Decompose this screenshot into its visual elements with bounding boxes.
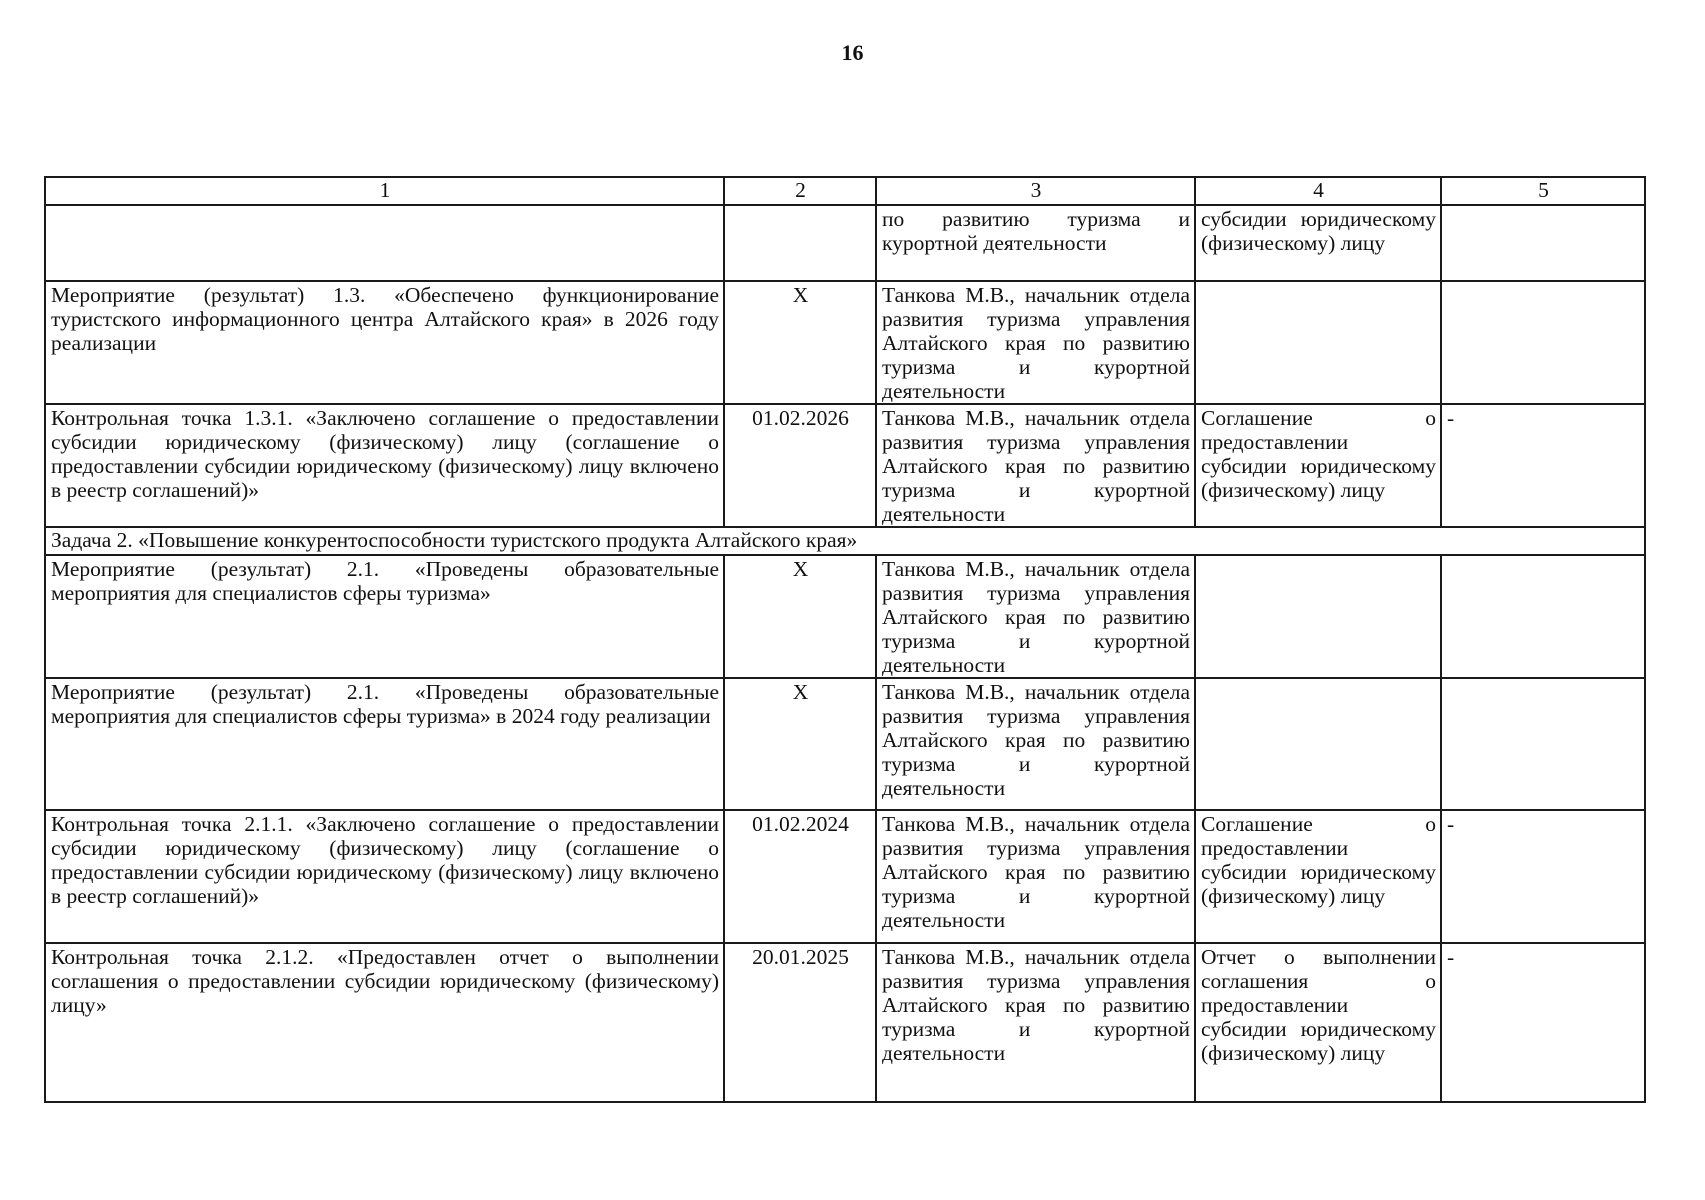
document-cell	[1195, 555, 1441, 678]
event-name-cell: Контрольная точка 1.3.1. «Заключено соглашение о предоставлении субсидии юридическому (физическому) лицу (соглашение о предоставлении субсидии юридическому (физическому) лицу включено в реестр соглашений)»	[45, 404, 724, 527]
document-cell: Соглашение о предоставлении субсидии юридическому (физическому) лицу	[1195, 810, 1441, 943]
responsible-cell: Танкова М.В., начальник отдела развития туризма управления Алтайского края по развитию туризма и курортной деятельности	[876, 555, 1195, 678]
event-name-cell: Контрольная точка 2.1.1. «Заключено соглашение о предоставлении субсидии юридическому (физическому) лицу (соглашение о предоставлении субсидии юридическому (физическому) лицу включено в реестр соглашений)»	[45, 810, 724, 943]
responsible-cell: Танкова М.В., начальник отдела развития туризма управления Алтайского края по развитию туризма и курортной деятельности	[876, 810, 1195, 943]
deadline-cell: 01.02.2026	[724, 404, 876, 527]
table-row	[45, 404, 1645, 527]
plan-table	[44, 176, 1646, 1103]
responsible-cell: Танкова М.В., начальник отдела развития туризма управления Алтайского края по развитию туризма и курортной деятельности	[876, 404, 1195, 527]
note-cell	[1441, 555, 1645, 678]
deadline-cell: 20.01.2025	[724, 943, 876, 1102]
deadline-cell: X	[724, 555, 876, 678]
deadline-cell: X	[724, 281, 876, 404]
task-heading-row	[45, 527, 1645, 555]
event-name-cell: Мероприятие (результат) 2.1. «Проведены образовательные мероприятия для специалистов сферы туризма» в 2024 году реализации	[45, 678, 724, 810]
table-row	[45, 205, 1645, 281]
table-row	[45, 281, 1645, 404]
document-cell	[1195, 281, 1441, 404]
table-row	[45, 678, 1645, 810]
event-name-cell	[45, 205, 724, 281]
responsible-cell: по развитию туризма и курортной деятельности	[876, 205, 1195, 281]
deadline-cell: 01.02.2024	[724, 810, 876, 943]
responsible-cell: Танкова М.В., начальник отдела развития туризма управления Алтайского края по развитию туризма и курортной деятельности	[876, 943, 1195, 1102]
document-cell: Отчет о выполнении соглашения о предоставлении субсидии юридическому (физическому) лицу	[1195, 943, 1441, 1102]
note-cell	[1441, 205, 1645, 281]
responsible-cell: Танкова М.В., начальник отдела развития туризма управления Алтайского края по развитию туризма и курортной деятельности	[876, 281, 1195, 404]
page-number: 16	[841, 40, 864, 65]
document-cell	[1195, 678, 1441, 810]
table-row	[45, 943, 1645, 1102]
deadline-cell	[724, 205, 876, 281]
responsible-cell: Танкова М.В., начальник отдела развития туризма управления Алтайского края по развитию туризма и курортной деятельности	[876, 678, 1195, 810]
column-number: 3	[876, 177, 1195, 205]
note-cell: -	[1441, 404, 1645, 527]
event-name-cell: Мероприятие (результат) 2.1. «Проведены образовательные мероприятия для специалистов сферы туризма»	[45, 555, 724, 678]
note-cell	[1441, 281, 1645, 404]
task-heading: Задача 2. «Повышение конкурентоспособности туристского продукта Алтайского края»	[45, 527, 1645, 555]
note-cell: -	[1441, 943, 1645, 1102]
event-name-cell: Контрольная точка 2.1.2. «Предоставлен отчет о выполнении соглашения о предоставлении субсидии юридическому (физическому) лицу»	[45, 943, 724, 1102]
column-number-row	[45, 177, 1645, 205]
note-cell	[1441, 678, 1645, 810]
column-number: 1	[45, 177, 724, 205]
column-number: 2	[724, 177, 876, 205]
table-row	[45, 555, 1645, 678]
column-number: 5	[1441, 177, 1645, 205]
note-cell: -	[1441, 810, 1645, 943]
table-row	[45, 810, 1645, 943]
event-name-cell: Мероприятие (результат) 1.3. «Обеспечено функционирование туристского информационного центра Алтайского края» в 2026 году реализации	[45, 281, 724, 404]
document-cell: субсидии юридическому (физическому) лицу	[1195, 205, 1441, 281]
column-number: 4	[1195, 177, 1441, 205]
deadline-cell: X	[724, 678, 876, 810]
document-cell: Соглашение о предоставлении субсидии юридическому (физическому) лицу	[1195, 404, 1441, 527]
